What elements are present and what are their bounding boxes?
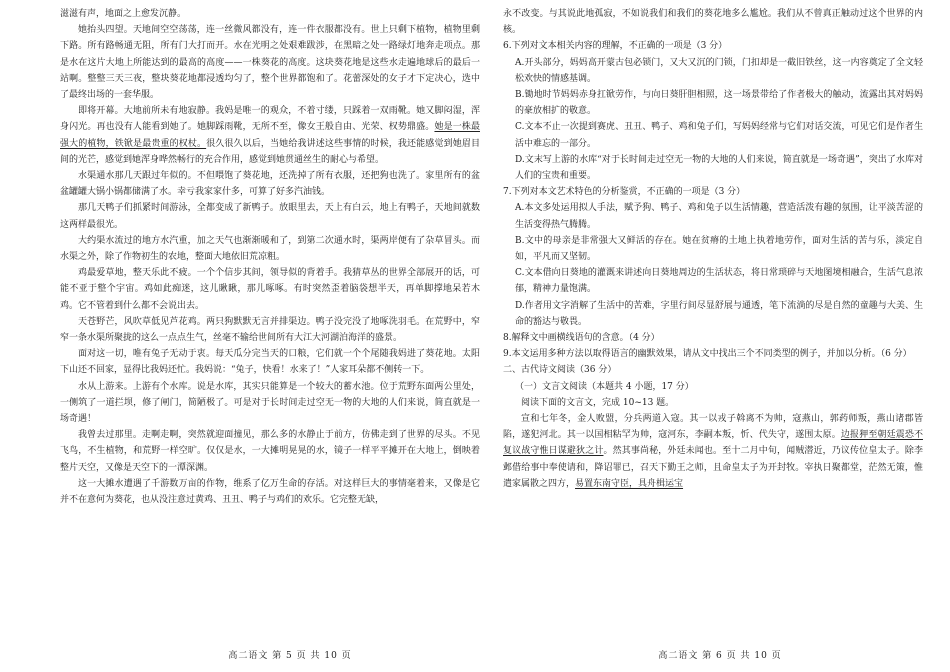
- classical-text: 宣和七年冬，金人败盟，分兵两道入寇。其一以戎子斡离不为帅，寇燕山，郭药师叛，燕山诸郡皆陷，遂犯河北。其一以国相粘罕为帅，寇河东，李嗣本叛，忻、代失守，遂围太原。: [503, 414, 923, 441]
- paragraph: 大约渠水流过的地方水汽重，加之天气也渐渐暖和了，到第二次通水时，渠两岸便有了杂草冒头。而水渠之外，除了作物初生的农地，整面大地依旧荒凉粗。: [60, 235, 480, 263]
- question-9: 9.本文运用多种方法以取得语言的幽默效果，请从文中找出三个不同类型的例子，并加以分析。（6 分）: [503, 349, 912, 360]
- question-6-option-b: B.锄地时节妈妈赤身扛锨劳作，与向日葵肝胆相照，这一场景带给了作者极大的触动，流露出其对妈妈的豪放相扩的敬意。: [515, 90, 923, 117]
- subsection-heading: （一）文言文阅读（本题共 4 小题，17 分）: [515, 381, 694, 392]
- page-footer-left: 高二语文 第 5 页 共 10 页: [228, 651, 352, 661]
- question-8: 8.解释文中画横线语句的含意。（4 分）: [503, 333, 660, 344]
- classical-text: 。然其事尚秘，外廷未闻也。至十二月中旬，闻贼潜近，乃议传位皇太子。除李邺借给事中奉使请和，降诏罪已，召天下勤王之师，且命皇太子为开封牧。宰执日聚都堂，茫然无策，惟遣家属散之四方，: [503, 446, 923, 489]
- paragraph: 面对这一切，唯有兔子无动于衷。每天瓜分完当天的口粮，它们就一个个尾随我妈进了葵花地。太阳下山还不回家，显得比我妈还忙。我妈说：“兔子，快看！水来了！”人家耳朵都不侧转一下。: [60, 349, 480, 376]
- paragraph-tail: 很久很久以后，当她给我讲述这些事情的时候，我还能感觉到她眉目间的光芒，感觉到她浑身哗然畅行的充合作用，感觉到她贯通丝生的耐心与希望。: [60, 138, 480, 165]
- question-7-stem: 7.下列对本文艺术特色的分析鉴赏，不正确的一项是（3 分）: [503, 187, 746, 198]
- paragraph: 那几天鸭子们抓紧时间游泳，全都变成了新鸭子。放眼里去，天上有白云，地上有鸭子，天地间就数这两样最很光。: [60, 203, 480, 230]
- paragraph: 这一大摊水遭遇了千游数万亩的作物，维系了亿万生命的存活。对这样巨大的事情毫着来，又像是它并不在意何为葵花，也从没注意过黄鸡、丑丑、鸭子与鸡们的欢乐。它完整无缺，: [60, 478, 480, 506]
- paragraph: 水从上游来。上游有个水库。说是水库，其实只能算是一个较大的蓄水池。位于荒野东面两公里处，一侧筑了一道拦坝，修了闸门，简陋极了。可是对于长时间走过空无一物的大地的人们来说，简直就是一场奇遇！: [60, 381, 480, 425]
- page-footer-right: 高二语文 第 6 页 共 10 页: [658, 651, 782, 661]
- underlined-sentence: 易置东南守臣，具舟楫运宝: [575, 478, 684, 489]
- paragraph: [60, 103, 480, 168]
- left-page-column: [60, 6, 480, 508]
- paragraph: 天苍野芒，风吹草低见芦花鸡。两只狗默默无言并排渠边。鸭子没完没了地啄洗羽毛。在荒野中，窄窄一条水渠所聚拢的这么一点点生气，丝毫不输给世间所有大江大河湖泊海洋的盛景。: [60, 316, 480, 344]
- question-7-option-b: B.文中的母亲是非常强大又鲜活的存在。她在贫瘠的土地上执着地劳作，面对生活的苦与乐，淡定自如，平凡而又坚韧。: [515, 235, 923, 263]
- underlined-sentence: 她是一株最强大的植物，铁锨是最贵重的权杖。: [60, 122, 480, 149]
- question-7-option-c: C.文本借向日葵地的灌溉来讲述向日葵地周边的生活状态，将日常琐碎与天地图境相融合，生活气息浓郁，精神力量饱满。: [515, 268, 923, 295]
- paragraph: 水渠通水那几天跟过年似的。不但喂饱了葵花地，还洗掉了所有衣服，还把狗也洗了。家里所有的盆盆罐罐大锅小锅都储满了水。幸亏我家家什多，可算了好多汽油钱。: [60, 171, 480, 198]
- right-page-column: [503, 6, 923, 492]
- paragraph: 滋滋有声，地面之上愈发沉静。: [60, 9, 187, 19]
- question-7-option-d: D.作者用文字消解了生活中的苦难，字里行间尽显舒展与通透，笔下流淌的尽是自然的童趣与大美、生命的豁达与敬畏。: [515, 300, 923, 327]
- paragraph-text: 即将开幕。大地前所未有地寂静。我妈是唯一的观众，不着寸缕，只踩着一双雨靴。她又脚闷湿，浑身闪光。再也没有人能看到她了。她脚踩雨靴，无所不至，像女王般自由、光荣、权势鼎盛。: [60, 106, 480, 133]
- section-heading: 二、古代诗文阅读（36 分）: [503, 365, 617, 376]
- classical-passage: [503, 411, 923, 492]
- reading-instruction: 阅读下面的文言文，完成 10~13 题。: [521, 397, 675, 408]
- paragraph: 我曾去过那里。走啊走啊，突然就迎面撞见，那么多的水静止于前方，仿佛走到了世界的尽头。不见飞鸟，不生植物，和荒野一样空旷。仅仅是水，一大摊明晃晃的水，镜子一样平平摊开在大地上，倒映着整片天空，又像是天空下的一潭深渊。: [60, 430, 480, 473]
- question-6-option-a: A.开头部分，妈妈高开蒙古包必锁门，又大又沉的门锁，门扣却是一截旧铁丝，这一内容奠定了全文轻松欢快的情感基调。: [515, 57, 923, 84]
- underlined-sentence: 边报狎至朝廷震恐不复议战守惟日谋避狄之计: [503, 430, 923, 457]
- paragraph: 鸡最爱草地，整天乐此不疲。一个个信步其间，领导似的背着手。我猜草丛的世界全部展开的话，可能不亚于整个宇宙。鸡如此痴迷，这儿瞅瞅，那儿啄啄。有时突然歪着脑袋想半天，再单脚撑地呆若木鸡。它不管着到什么都不会说出去。: [60, 268, 480, 311]
- question-7-option-a: A.本文多处运用拟人手法，赋予狗、鸭子、鸡和兔子以生活情趣，营造活泼有趣的氛围，让平淡苦涩的生活变得热气腾腾。: [515, 203, 923, 230]
- question-6-option-d: D.文末写上游的水库“对于长时间走过空无一物的大地的人们来说，简直就是一场奇遇”，突出了水库对人们的宝贵和重要。: [515, 154, 923, 182]
- paragraph: 她抬头四望。天地间空空荡荡，连一丝微风都没有，连一件衣服都没有。世上只剩下植物，植物里剩下路。所有路畅通无阻，所有门大打而开。水在光明之处艰难跋涉，在黑暗之处一路绿灯地奔走项点。那是水在这片大地上所能达到的最高的高度——一株葵花的高度。这块葵花地是这些水走遍地球后的最后一站啊。整整三天三夜，整块葵花地都浸透均匀了，整个世界都饱和了。花蕾深处的女子才下定决心，选中了最终出场的一套华服。: [60, 25, 480, 101]
- question-6-stem: 6.下列对文本相关内容的理解，不正确的一项是（3 分）: [503, 41, 728, 52]
- question-6-option-c: C.文本不止一次提到赛虎、丑丑、鸭子、鸡和兔子们，写妈妈经常与它们对话交流，可见它们是作者生活中难忘的一部分。: [515, 122, 923, 149]
- passage-ending: 永不改变。与其说此地孤寂，不如说我们和我们的葵花地多么尴尬。我们从不曾真正触动过这个世界的内核。: [503, 9, 923, 36]
